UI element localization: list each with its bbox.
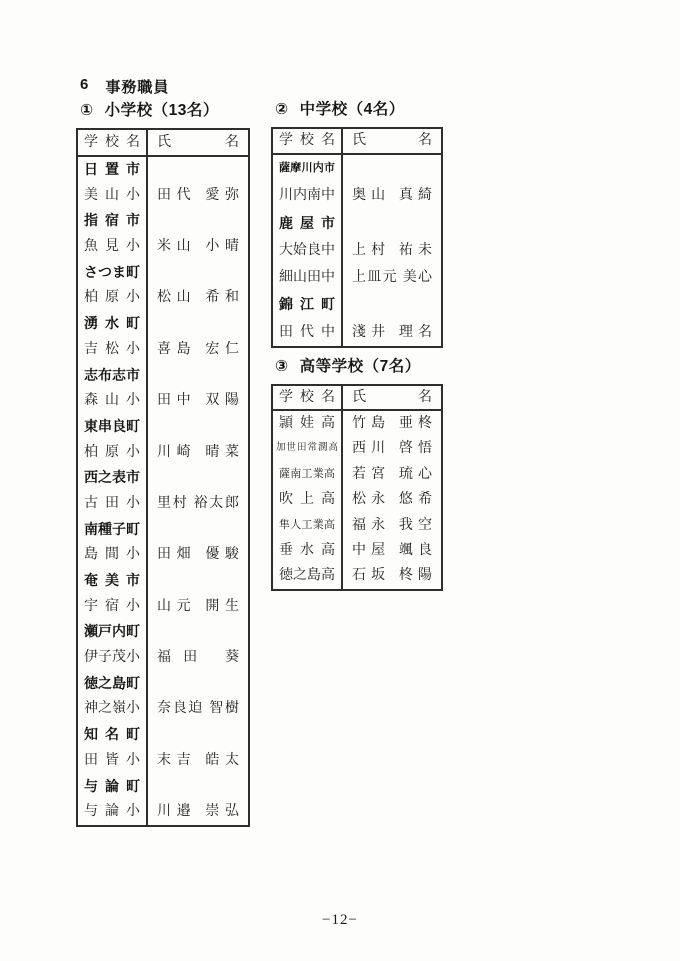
school-name: 魚見小	[78, 234, 148, 260]
school-name: 古田小	[78, 491, 148, 517]
school-name: 加世田常潤高	[273, 436, 343, 461]
municipality-row	[78, 414, 248, 440]
municipality-row	[78, 465, 248, 491]
municipality-name: 知名町	[78, 722, 148, 748]
municipality-row	[273, 291, 441, 318]
school-name: 川内南中	[273, 182, 343, 209]
staff-name: 山元 開生	[157, 598, 239, 614]
municipality-row	[78, 157, 248, 183]
staff-name	[148, 208, 248, 234]
school-name: 大姶良中	[273, 237, 343, 264]
elementary-school-table	[76, 128, 250, 827]
staff-name: 田中 双陽	[157, 393, 239, 409]
municipality-row	[78, 671, 248, 697]
school-name: 田代中	[273, 319, 343, 346]
school-name: 宇宿小	[78, 594, 148, 620]
staff-row	[273, 264, 441, 291]
staff-name: 川邉 崇弘	[157, 804, 239, 820]
school-name: 与論小	[78, 799, 148, 825]
section-number: 6	[80, 76, 90, 93]
elementary-school-heading-text: 小学校（13名）	[104, 102, 219, 119]
staff-row	[78, 696, 248, 722]
staff-name: 奈良迫 智樹	[157, 701, 239, 717]
staff-row	[78, 799, 248, 825]
municipality-name: 志布志市	[78, 363, 148, 389]
junior-high-school-heading-text: 中学校（4名）	[299, 101, 405, 118]
name-column-header: 氏名	[157, 135, 239, 150]
staff-name: 末吉 皓太	[157, 752, 239, 768]
municipality-row	[78, 619, 248, 645]
school-name: 柏原小	[78, 440, 148, 466]
staff-row	[78, 645, 248, 671]
junior-high-school-table	[271, 127, 443, 348]
staff-row	[78, 337, 248, 363]
school-column-header: 学校名	[78, 130, 148, 155]
circled-3-marker: ③	[275, 358, 289, 375]
staff-row	[78, 440, 248, 466]
junior-high-school-section	[271, 100, 443, 348]
staff-name: 福田 葵	[157, 650, 239, 666]
staff-name	[148, 568, 248, 594]
school-name: 隼人工業高	[273, 513, 343, 538]
municipality-name: 湧水町	[78, 311, 148, 337]
school-name: 神之嶺小	[78, 696, 148, 722]
high-school-heading-text: 高等学校（7名）	[299, 358, 421, 375]
school-name: 島間小	[78, 542, 148, 568]
municipality-row	[78, 774, 248, 800]
municipality-name: 瀬戸内町	[78, 619, 148, 645]
municipality-name: 鹿屋市	[273, 210, 343, 237]
junior-high-school-heading	[275, 100, 443, 120]
staff-name	[148, 722, 248, 748]
section-heading-text: 事務職員	[105, 79, 170, 96]
staff-name	[343, 155, 441, 182]
staff-name: 松山 希和	[157, 290, 239, 306]
staff-name: 田代 愛弥	[157, 187, 239, 203]
municipality-row	[78, 517, 248, 543]
staff-row	[78, 542, 248, 568]
school-name: 薩南工業高	[273, 462, 343, 487]
staff-name	[148, 465, 248, 491]
staff-name	[148, 517, 248, 543]
staff-name	[148, 363, 248, 389]
staff-row	[273, 513, 441, 538]
page-number: −12−	[322, 912, 358, 928]
staff-name: 西川 啓悟	[352, 441, 432, 457]
school-column-header: 学校名	[273, 129, 343, 153]
name-column-header: 氏名	[352, 390, 432, 405]
staff-row	[273, 237, 441, 264]
municipality-name: 指宿市	[78, 208, 148, 234]
staff-row	[78, 594, 248, 620]
staff-name: 上村 祐未	[352, 242, 432, 258]
table-header-row	[273, 129, 441, 155]
municipality-row	[273, 210, 441, 237]
school-column-header: 学校名	[273, 386, 343, 409]
school-name: 頴娃高	[273, 411, 343, 436]
staff-name: 福永 我空	[352, 517, 432, 533]
school-name: 柏原小	[78, 285, 148, 311]
circled-2-marker: ②	[275, 101, 289, 118]
school-name: 伊子茂小	[78, 645, 148, 671]
municipality-row	[78, 363, 248, 389]
staff-row	[273, 182, 441, 209]
municipality-row	[273, 155, 441, 182]
municipality-name: 奄美市	[78, 568, 148, 594]
elementary-school-heading	[80, 101, 250, 121]
staff-name: 上皿元 美心	[352, 270, 432, 286]
staff-row	[273, 487, 441, 512]
staff-row	[273, 411, 441, 436]
municipality-row	[78, 722, 248, 748]
staff-name	[148, 311, 248, 337]
municipality-name: 日置市	[78, 157, 148, 183]
name-column-header: 氏名	[352, 133, 432, 148]
staff-row	[78, 183, 248, 209]
staff-name	[148, 157, 248, 183]
staff-name: 若宮 琉心	[352, 466, 432, 482]
school-name: 森山小	[78, 388, 148, 414]
high-school-section	[271, 357, 443, 591]
staff-name: 川崎 晴菜	[157, 444, 239, 460]
staff-name	[148, 414, 248, 440]
school-name: 垂水高	[273, 538, 343, 563]
municipality-name: 薩摩川内市	[273, 155, 343, 182]
staff-name: 里村 裕太郎	[157, 495, 239, 511]
school-name: 吉松小	[78, 337, 148, 363]
staff-name: 石坂 柊陽	[352, 568, 432, 584]
high-school-table	[271, 384, 443, 591]
municipality-row	[78, 208, 248, 234]
staff-row	[78, 234, 248, 260]
municipality-row	[78, 260, 248, 286]
staff-name	[343, 291, 441, 318]
staff-name	[148, 774, 248, 800]
municipality-row	[78, 311, 248, 337]
municipality-name: 錦江町	[273, 291, 343, 318]
staff-name	[148, 260, 248, 286]
staff-row	[273, 436, 441, 461]
staff-name: 淺井 理名	[352, 324, 432, 340]
staff-row	[273, 319, 441, 346]
staff-name	[148, 619, 248, 645]
staff-name: 中屋 颯良	[352, 542, 432, 558]
school-name: 美山小	[78, 183, 148, 209]
staff-name: 竹島 亜柊	[352, 416, 432, 431]
staff-name: 松永 悠希	[352, 492, 432, 508]
municipality-name: さつま町	[78, 260, 148, 286]
municipality-name: 徳之島町	[78, 671, 148, 697]
school-name: 細山田中	[273, 264, 343, 291]
staff-name: 奥山 真綺	[352, 188, 432, 204]
staff-row	[273, 462, 441, 487]
elementary-school-section	[76, 101, 250, 827]
table-header-row	[78, 130, 248, 157]
staff-row	[78, 285, 248, 311]
staff-name	[343, 210, 441, 237]
municipality-row	[78, 568, 248, 594]
staff-row	[78, 748, 248, 774]
municipality-name: 西之表市	[78, 465, 148, 491]
staff-row	[273, 563, 441, 588]
high-school-heading	[275, 357, 443, 377]
school-name: 吹上高	[273, 487, 343, 512]
school-name: 徳之島高	[273, 563, 343, 588]
municipality-name: 南種子町	[78, 517, 148, 543]
municipality-name: 与論町	[78, 774, 148, 800]
staff-row	[273, 538, 441, 563]
table-header-row	[273, 386, 441, 411]
staff-name: 田畑 優駿	[157, 547, 239, 563]
municipality-name: 東串良町	[78, 414, 148, 440]
section-heading	[80, 76, 169, 97]
staff-row	[78, 491, 248, 517]
staff-name: 米山 小晴	[157, 239, 239, 255]
circled-1-marker: ①	[80, 102, 94, 119]
staff-name: 喜島 宏仁	[157, 341, 239, 357]
school-name: 田皆小	[78, 748, 148, 774]
staff-name	[148, 671, 248, 697]
staff-row	[78, 388, 248, 414]
